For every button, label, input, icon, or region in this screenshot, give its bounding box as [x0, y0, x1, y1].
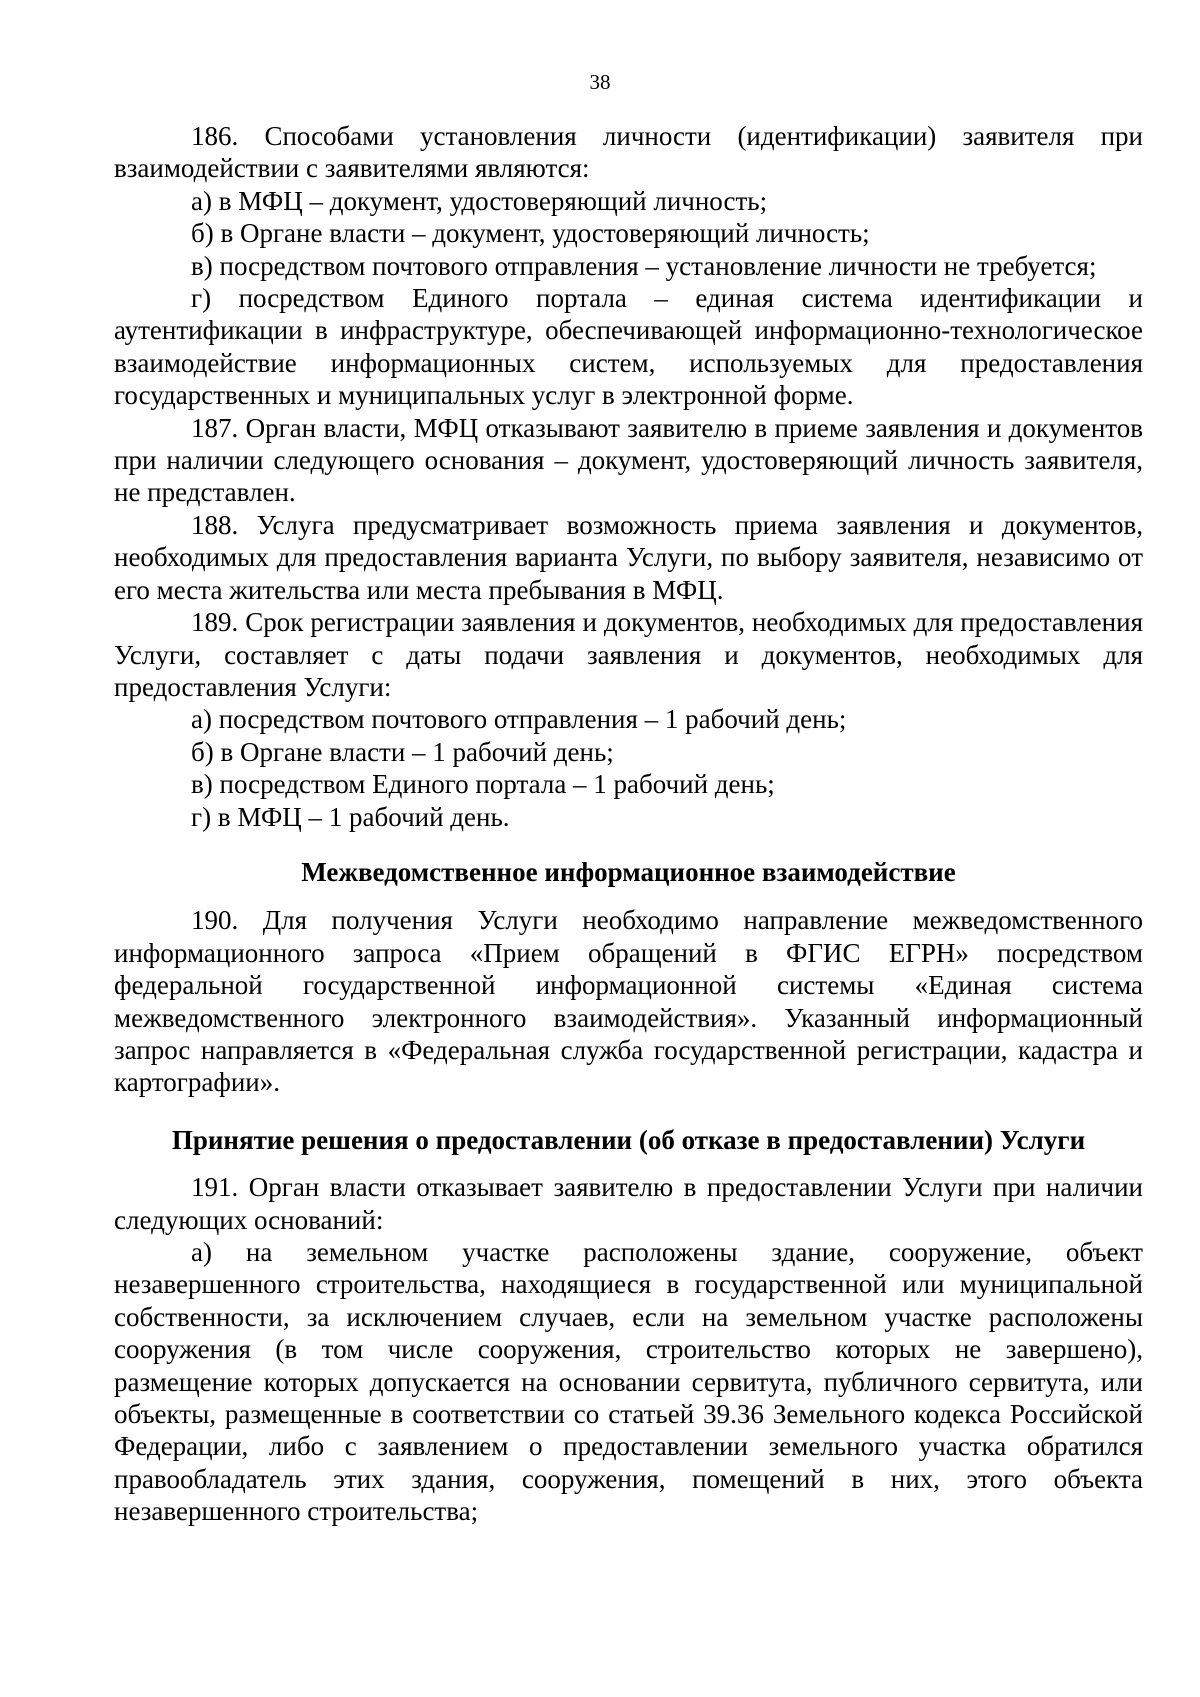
list-item-186-a: а) в МФЦ – документ, удостоверяющий личность;	[191, 185, 768, 216]
paragraph-190: 190. Для получения Услуги необходимо направление межведомственного информационного запроса «Прием обращений в ФГИС ЕГРН» посредством федеральной государственной информационной системы «Единая система межведомственного электронного взаимодействия». Указанный информационный запрос направляется в «Федеральная служба государственной регистрации, кадастра и картографии».	[114, 905, 1143, 1098]
paragraph-187: 187. Орган власти, МФЦ отказывают заявителю в приеме заявления и документов при наличии следующего основания – документ, удостоверяющий личность заявителя, не представлен.	[114, 412, 1143, 508]
paragraph-186: 186. Способами установления личности (идентификации) заявителя при взаимодействии с заявителями являются:	[114, 121, 1143, 184]
list-item-186-b: б) в Органе власти – документ, удостоверяющий личность;	[191, 218, 870, 249]
list-item-189-g: г) в МФЦ – 1 рабочий день.	[191, 801, 510, 832]
list-item-189-a: а) посредством почтового отправления – 1 рабочий день;	[191, 704, 847, 735]
list-item-189-v: в) посредством Единого портала – 1 рабочий день;	[191, 769, 775, 800]
paragraph-189: 189. Срок регистрации заявления и документов, необходимых для предоставления Услуги, составляет с даты подачи заявления и документов, необходимых для предоставления Услуги:	[114, 607, 1143, 702]
paragraph-191: 191. Орган власти отказывает заявителю в предоставлении Услуги при наличии следующих оснований:	[114, 1172, 1143, 1235]
paragraph-188: 188. Услуга предусматривает возможность приема заявления и документов, необходимых для предоставления варианта Услуги, по выбору заявителя, независимо от его места жительства или места пребывания в МФЦ.	[114, 509, 1143, 605]
list-item-191-a: а) на земельном участке расположены здание, сооружение, объект незавершенного строительства, находящиеся в государственной или муниципальной собственности, за исключением случаев, если на земельном участке расположены сооружения (в том числе сооружения, строительство которых не завершено), размещение которых допускается на основании сервитута, публичного сервитута, или объекты, размещенные в соответствии со статьей 39.36 Земельного кодекса Российской Федерации, либо с заявлением о предоставлении земельного участка обратился правообладатель этих здания, сооружения, помещений в них, этого объекта незавершенного строительства;	[114, 1237, 1143, 1527]
list-item-186-v: в) посредством почтового отправления – установление личности не требуется;	[191, 250, 1097, 281]
section-heading-interagency: Межведомственное информационное взаимодействие	[301, 856, 956, 887]
document-body	[114, 120, 1143, 1528]
list-item-189-b: б) в Органе власти – 1 рабочий день;	[191, 736, 614, 767]
page-number: 38	[589, 70, 611, 94]
section-heading-decision: Принятие решения о предоставлении (об отказе в предоставлении) Услуги	[171, 1124, 1086, 1155]
list-item-186-g: г) посредством Единого портала – единая система идентификации и аутентификации в инфраструктуре, обеспечивающей информационно-технологическое взаимодействие информационных систем, используемых для предоставления государственных и муниципальных услуг в электронной форме.	[114, 283, 1143, 411]
